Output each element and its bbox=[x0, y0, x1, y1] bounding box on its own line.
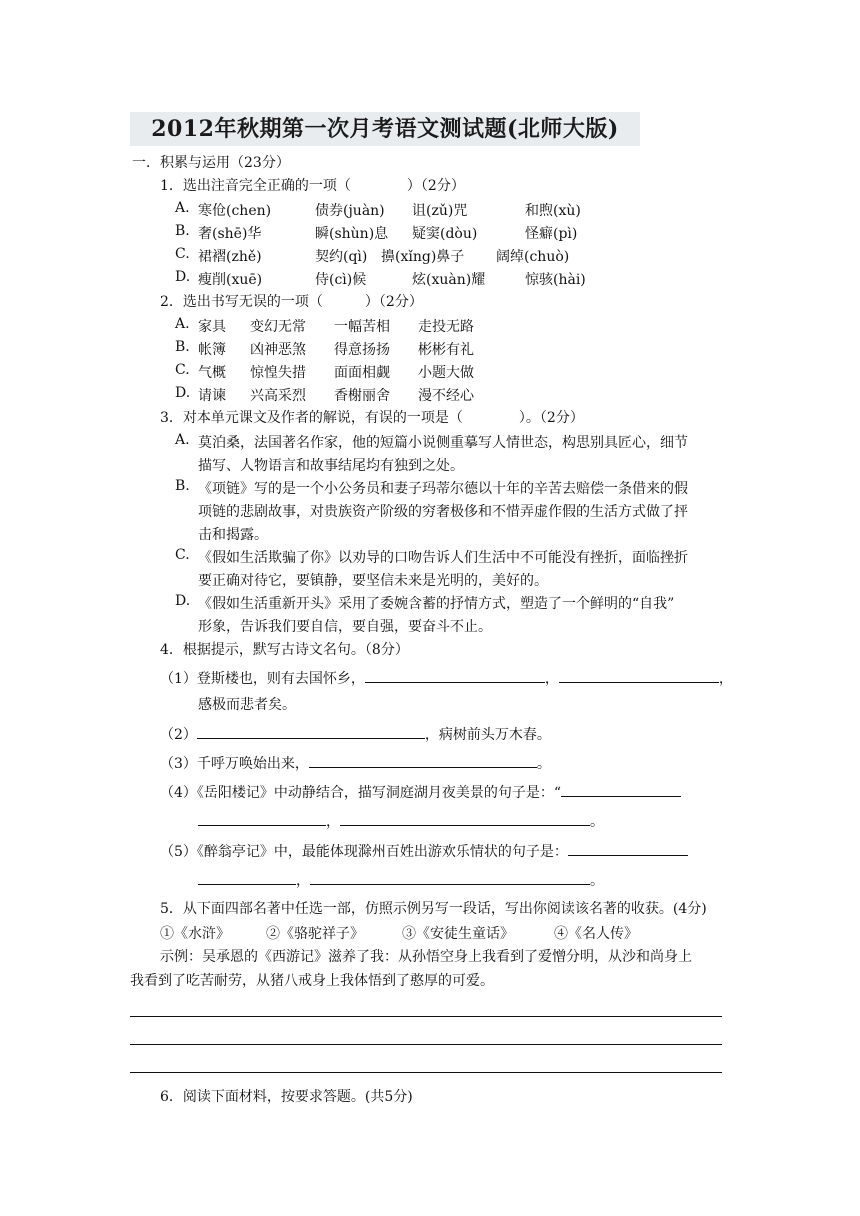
option-item: 寒伧(chen) bbox=[198, 203, 272, 219]
comma: ， bbox=[326, 814, 340, 830]
page-title: 2012年秋期第一次月考语文测试题(北师大版) bbox=[130, 112, 640, 146]
answer-blank[interactable] bbox=[198, 811, 326, 826]
book-item: ④《名人传》 bbox=[554, 926, 638, 942]
option-item: 裙褶(zhě) bbox=[198, 249, 262, 265]
option-text: 形象，告诉我们要自信，要自强，要奋斗不止。 bbox=[198, 619, 492, 635]
recitation-2-text: ，病树前头万木春。 bbox=[424, 727, 551, 743]
recitation-3-text: （3）千呼万唤始出来， bbox=[160, 756, 309, 772]
answer-blank[interactable] bbox=[559, 668, 719, 683]
option-item: 瘦削(xuē) bbox=[198, 272, 263, 288]
option-item: 彬彬有礼 bbox=[418, 342, 474, 358]
option-item: 小题大做 bbox=[418, 365, 474, 381]
recitation-2 bbox=[160, 724, 551, 745]
option-item: 契约(qì) bbox=[315, 249, 368, 265]
option-label: D. bbox=[175, 269, 191, 285]
period: 。 bbox=[536, 756, 551, 772]
period: 。 bbox=[590, 814, 604, 830]
option-item: 和煦(xù) bbox=[525, 203, 581, 219]
recitation-1-continuation: 感极而悲者矣。 bbox=[198, 697, 296, 713]
option-item: 请谏 bbox=[198, 388, 226, 404]
example-text-continuation: 我看到了吃苦耐劳，从猪八戒身上我体悟到了憨厚的可爱。 bbox=[130, 973, 494, 989]
comma: ， bbox=[544, 671, 559, 687]
book-item: ①《水浒》 bbox=[160, 926, 230, 942]
option-label: A. bbox=[175, 200, 190, 216]
option-item: 一幅苦相 bbox=[334, 319, 390, 335]
answer-blank[interactable] bbox=[568, 841, 688, 856]
option-label: D. bbox=[175, 593, 191, 609]
example-text: 示例：吴承恩的《西游记》滋养了我：从孙悟空身上我看到了爱憎分明，从沙和尚身上 bbox=[160, 949, 692, 965]
answer-blank[interactable] bbox=[340, 811, 590, 826]
option-label: B. bbox=[175, 223, 190, 239]
section-heading: 一．积累与运用（23分） bbox=[132, 155, 290, 171]
option-item: 气概 bbox=[198, 365, 226, 381]
option-label: A. bbox=[175, 432, 190, 448]
option-text: 项链的悲剧故事，对贵族资产阶级的穷奢极侈和不惜弄虚作假的生活方式做了抨 bbox=[198, 504, 688, 520]
question-5-stem: 5．从下面四部名著中任选一部，仿照示例另写一段话，写出你阅读该名著的收获。(4分) bbox=[160, 901, 707, 917]
answer-blank[interactable] bbox=[310, 870, 590, 885]
question-2-stem: 2．选出书写无误的一项（ ）（2分） bbox=[160, 294, 423, 310]
comma: ， bbox=[718, 671, 733, 687]
recitation-5-text: （5）《醉翁亭记》中，最能体现滁州百姓出游欢乐情状的句子是： bbox=[160, 844, 568, 860]
option-text: 莫泊桑，法国著名作家，他的短篇小说侧重摹写人情世态，构思别具匠心，细节 bbox=[198, 435, 688, 451]
option-item: 阔绰(chuò) bbox=[496, 249, 570, 265]
option-item: 炫(xuàn)耀 bbox=[412, 272, 486, 288]
option-item: 家具 bbox=[198, 319, 226, 335]
answer-blank[interactable] bbox=[197, 724, 425, 739]
option-item: 帐簿 bbox=[198, 342, 226, 358]
option-item: 债券(juàn) bbox=[315, 203, 385, 219]
option-label: D. bbox=[175, 385, 191, 401]
option-item: 惊惶失措 bbox=[250, 365, 306, 381]
option-item: 奢(shē)华 bbox=[198, 226, 262, 242]
option-item: 瞬(shùn)息 bbox=[315, 226, 389, 242]
question-3-stem: 3．对本单元课文及作者的解说，有误的一项是（ ）。（2分） bbox=[160, 410, 584, 426]
option-item: 变幻无常 bbox=[250, 319, 306, 335]
recitation-2-label: （2） bbox=[160, 727, 197, 743]
option-label: B. bbox=[175, 478, 190, 494]
comma: ， bbox=[296, 873, 310, 889]
option-item: 侍(cì)候 bbox=[315, 272, 367, 288]
option-item: 兴高采烈 bbox=[250, 388, 306, 404]
option-item: 诅(zǔ)咒 bbox=[412, 203, 468, 219]
answer-blank[interactable] bbox=[561, 782, 681, 797]
recitation-3 bbox=[160, 753, 551, 774]
question-4-stem: 4．根据提示，默写古诗文名句。（8分） bbox=[160, 642, 409, 658]
recitation-1-text: （1）登斯楼也，则有去国怀乡， bbox=[160, 671, 365, 687]
option-item: 面面相觑 bbox=[334, 365, 390, 381]
answer-line[interactable] bbox=[130, 1072, 722, 1073]
option-text: 要正确对待它，要镇静，要坚信未来是光明的，美好的。 bbox=[198, 573, 548, 589]
period: 。 bbox=[590, 873, 604, 889]
recitation-4-continuation bbox=[198, 811, 604, 832]
option-item: 惊骇(hài) bbox=[525, 272, 586, 288]
recitation-4 bbox=[160, 782, 681, 803]
option-label: C. bbox=[175, 547, 190, 563]
question-6-stem: 6．阅读下面材料，按要求答题。(共5分) bbox=[160, 1089, 413, 1105]
option-item: 香榭丽舍 bbox=[334, 388, 390, 404]
option-item: 漫不经心 bbox=[418, 388, 474, 404]
option-text: 《假如生活欺骗了你》以劝导的口吻告诉人们生活中不可能没有挫折，面临挫折 bbox=[198, 550, 688, 566]
answer-line[interactable] bbox=[130, 1016, 722, 1017]
question-1-stem: 1．选出注音完全正确的一项（ ）（2分） bbox=[160, 178, 465, 194]
answer-blank[interactable] bbox=[309, 753, 537, 768]
option-item: 走投无路 bbox=[418, 319, 474, 335]
answer-blank[interactable] bbox=[198, 870, 296, 885]
option-text: 《假如生活重新开头》采用了委婉含蓄的抒情方式，塑造了一个鲜明的“自我” bbox=[198, 596, 675, 612]
option-item: 疑窦(dòu) bbox=[412, 226, 478, 242]
option-text: 描写、人物语言和故事结尾均有独到之处。 bbox=[198, 458, 464, 474]
recitation-5 bbox=[160, 841, 688, 862]
option-text: 《项链》写的是一个小公务员和妻子玛蒂尔德以十年的辛苦去赔偿一条借来的假 bbox=[198, 481, 688, 497]
option-label: C. bbox=[175, 246, 190, 262]
book-item: ③《安徒生童话》 bbox=[402, 926, 514, 942]
option-item: 擤(xǐng)鼻子 bbox=[381, 249, 465, 265]
option-label: A. bbox=[175, 316, 190, 332]
answer-blank[interactable] bbox=[365, 668, 545, 683]
answer-line[interactable] bbox=[130, 1044, 722, 1045]
book-item: ②《骆驼祥子》 bbox=[266, 926, 364, 942]
option-label: B. bbox=[175, 339, 190, 355]
recitation-5-continuation bbox=[198, 870, 604, 891]
recitation-1 bbox=[160, 668, 733, 689]
option-text: 击和揭露。 bbox=[198, 527, 268, 543]
option-label: C. bbox=[175, 362, 190, 378]
recitation-4-text: （4）《岳阳楼记》中动静结合，描写洞庭湖月夜美景的句子是：“ bbox=[160, 785, 562, 801]
option-item: 怪癖(pì) bbox=[525, 226, 578, 242]
option-item: 得意扬扬 bbox=[334, 342, 390, 358]
option-item: 凶神恶煞 bbox=[250, 342, 306, 358]
